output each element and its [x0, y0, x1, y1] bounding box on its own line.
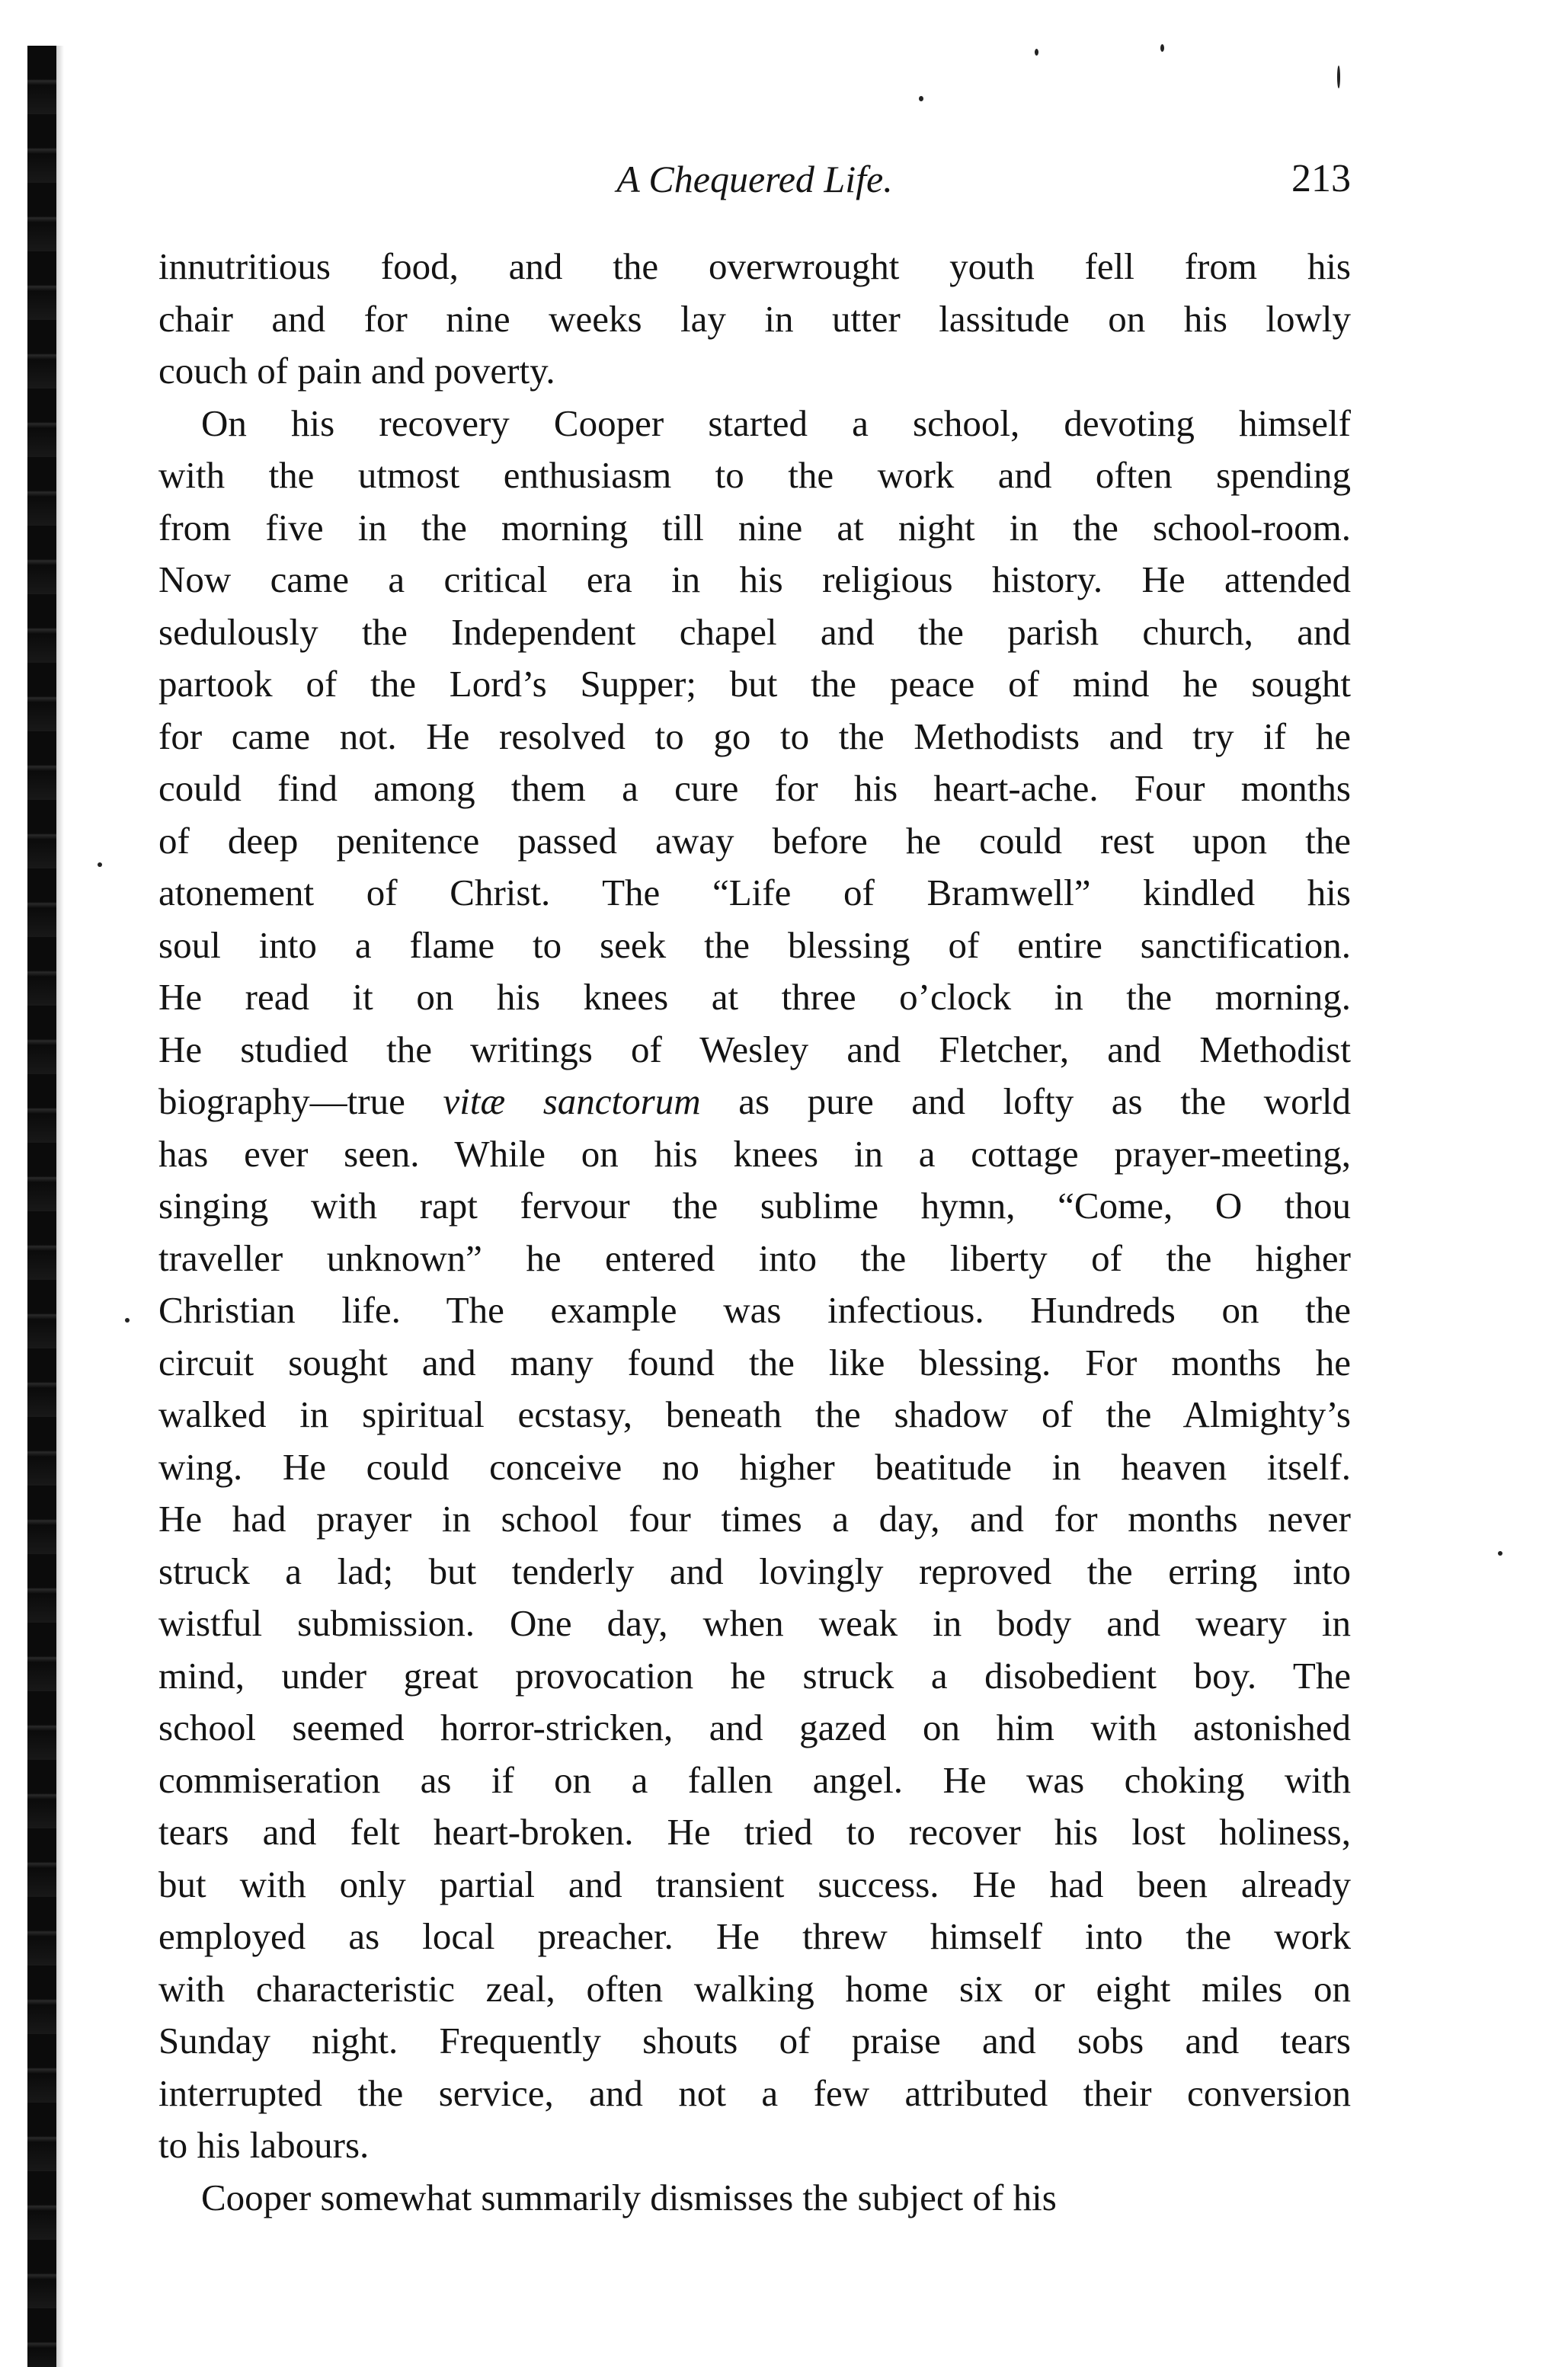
text-line: He had prayer in school four times a day, and for months never [158, 1498, 1351, 1540]
text-line: Now came a critical era in his religious history. He attended [158, 558, 1351, 600]
text-line: walked in spiritual ecstasy, beneath the shadow of the Almighty’s [158, 1393, 1351, 1435]
text-line: school seemed horror-stricken, and gazed on him with astonished [158, 1706, 1351, 1748]
text-line: Sunday night. Frequently shouts of praise and sobs and tears [158, 2020, 1351, 2062]
text-line: with the utmost enthusiasm to the work and often spending [158, 454, 1351, 496]
scan-speck [125, 1318, 130, 1323]
text-line: with characteristic zeal, often walking home six or eight miles on [158, 1967, 1351, 2010]
paragraph [158, 2172, 1351, 2225]
text-line: partook of the Lord’s Supper; but the peace of mind he sought [158, 663, 1351, 705]
latin-phrase: vitæ sanctorum [443, 1080, 701, 1122]
text-line: sedulously the Independent chapel and the parish church, and [158, 610, 1351, 653]
text-line: employed as local preacher. He threw himself into the work [158, 1915, 1351, 1957]
text-line: but with only partial and transient success. He had been already [158, 1863, 1351, 1905]
text-line: He studied the writings of Wesley and Fletcher, and Methodist [158, 1028, 1351, 1070]
text-line: wing. He could conceive no higher beatitude in heaven itself. [158, 1445, 1351, 1488]
text-line: chair and for nine weeks lay in utter lassitude on his lowly [158, 297, 1351, 340]
body-text [158, 241, 1351, 2224]
text-line: from five in the morning till nine at night in the school-room. [158, 506, 1351, 549]
text-line: Christian life. The example was infectious. Hundreds on the [158, 1289, 1351, 1331]
book-spine-shadow [27, 46, 56, 2367]
paragraph [158, 241, 1351, 398]
scan-speck [1160, 44, 1164, 52]
paragraph [158, 398, 1351, 2172]
scan-speck [919, 96, 923, 101]
text-line: has ever seen. While on his knees in a cottage prayer-meeting, [158, 1132, 1351, 1175]
text-line: mind, under great provocation he struck a disobedient boy. The [158, 1654, 1351, 1697]
text-line: for came not. He resolved to go to the Methodists and try if he [158, 715, 1351, 757]
running-title: A Chequered Life. [616, 158, 893, 200]
text-line: of deep penitence passed away before he could rest upon the [158, 819, 1351, 862]
text-line: He read it on his knees at three o’clock in the morning. [158, 976, 1351, 1018]
text-line: wistful submission. One day, when weak in body and weary in [158, 1602, 1351, 1644]
running-head [158, 152, 1351, 206]
text-line: commiseration as if on a fallen angel. He was choking with [158, 1758, 1351, 1801]
text-line: Cooper somewhat summarily dismisses the subject of his [201, 2176, 1057, 2218]
text-line: biography—true vitæ sanctorum as pure and lofty as the world [158, 1080, 1352, 1122]
text-line: On his recovery Cooper started a school, devoting himself [201, 401, 1351, 444]
text-line: struck a lad; but tenderly and lovingly reproved the erring into [158, 1550, 1351, 1592]
text-line: couch of pain and poverty. [158, 350, 555, 392]
text-line: interrupted the service, and not a few attributed their conversion [158, 2071, 1351, 2114]
text-line: soul into a flame to seek the blessing of entire sanctification. [158, 923, 1351, 966]
text-line: innutritious food, and the overwrought youth fell from his [158, 245, 1351, 287]
scan-speck [98, 862, 102, 867]
text-line: could find among them a cure for his heart-ache. Four months [158, 767, 1351, 809]
text-line: tears and felt heart-broken. He tried to recover his lost holiness, [158, 1811, 1351, 1853]
text-line: to his labours. [158, 2124, 370, 2166]
text-line: atonement of Christ. The “Life of Bramwell” kindled his [158, 872, 1351, 913]
scan-speck [1337, 66, 1340, 88]
scan-speck [1498, 1551, 1502, 1556]
text-line: singing with rapt fervour the sublime hymn, “Come, O thou [158, 1185, 1351, 1227]
page-number: 213 [1291, 157, 1351, 200]
text-line: circuit sought and many found the like blessing. For months he [158, 1341, 1351, 1383]
gutter-shadow [56, 46, 64, 2367]
text-line: traveller unknown” he entered into the liberty of the higher [158, 1236, 1351, 1279]
scan-speck [1035, 49, 1038, 56]
